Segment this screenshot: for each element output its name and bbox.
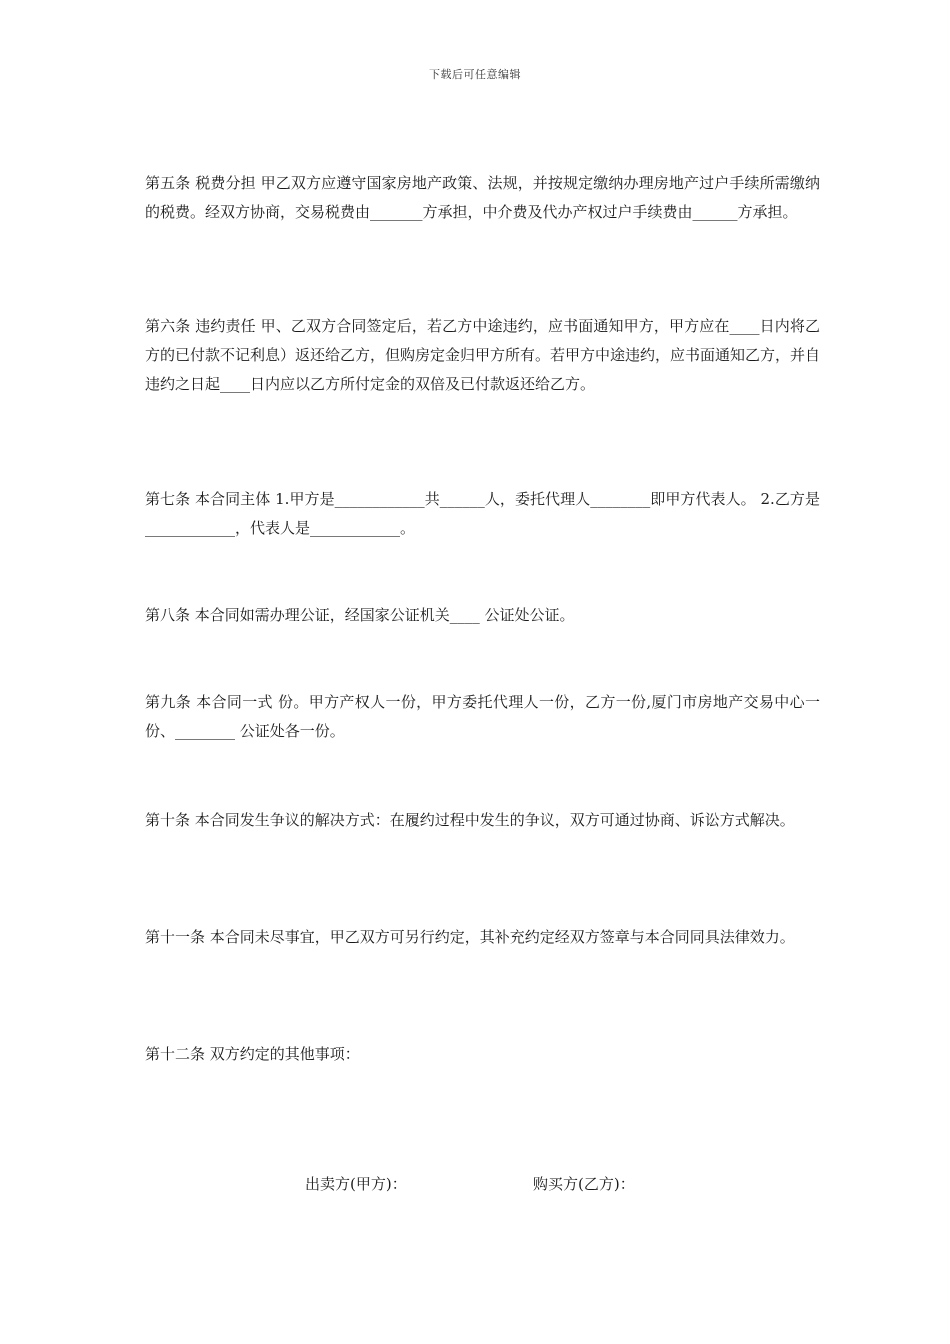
page-header-note: 下载后可任意编辑 (429, 68, 521, 81)
clause-9-copies: 第九条 本合同一式 份。甲方产权人一份，甲方委托代理人一份，乙方一份,厦门市房地产交易中心一份、________ 公证处各一份。 (145, 693, 820, 740)
clause-5-tax-sharing: 第五条 税费分担 甲乙双方应遵守国家房地产政策、法规，并按规定缴纳办理房地产过户手续所需缴纳的税费。经双方协商，交易税费由_______方承担，中介费及代办产权过户手续费由______方承担。 (145, 174, 820, 221)
clause-8-notarization: 第八条 本合同如需办理公证，经国家公证机关____ 公证处公证。 (145, 606, 575, 624)
clause-7-contract-parties: 第七条 本合同主体 1.甲方是____________共______人，委托代理人________即甲方代表人。 2.乙方是____________，代表人是____________。 (145, 490, 820, 537)
clause-11-supplementary: 第十一条 本合同未尽事宜，甲乙双方可另行约定，其补充约定经双方签章与本合同同具法律效力。 (145, 928, 795, 946)
buyer-signature-label: 购买方(乙方)： (533, 1175, 635, 1193)
seller-signature-label: 出卖方(甲方)： (305, 1175, 407, 1193)
clause-10-dispute-resolution: 第十条 本合同发生争议的解决方式：在履约过程中发生的争议，双方可通过协商、诉讼方式解决。 (145, 811, 795, 829)
clause-6-breach-liability: 第六条 违约责任 甲、乙双方合同签定后，若乙方中途违约，应书面通知甲方，甲方应在____日内将乙方的已付款不记利息）返还给乙方，但购房定金归甲方所有。若甲方中途违约，应书面通知乙方，并自违约之日起____日内应以乙方所付定金的双倍及已付款返还给乙方。 (145, 317, 821, 393)
clause-12-other-matters: 第十二条 双方约定的其他事项： (145, 1045, 360, 1063)
